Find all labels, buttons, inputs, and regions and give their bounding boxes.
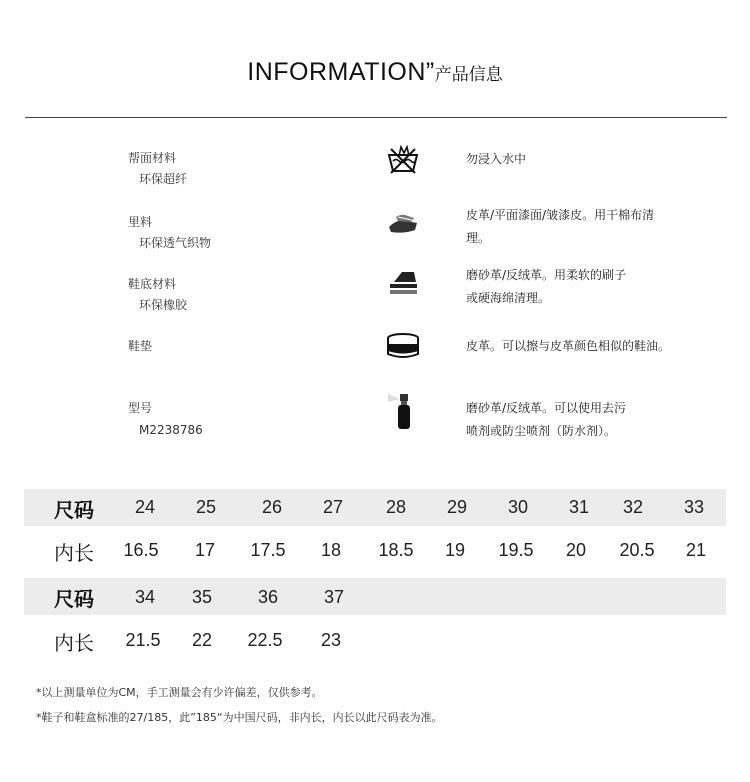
- care-text-polish: 皮革。可以擦与皮革颜色相似的鞋油。: [466, 339, 671, 353]
- size-cell: 34: [134, 587, 156, 607]
- length-cell: 18: [320, 540, 342, 560]
- size-row-label: 尺码: [54, 587, 94, 611]
- spec-label-lining: 里料: [128, 215, 153, 229]
- length-cell: 22: [191, 630, 213, 650]
- footnote-measurement: *以上测量单位为CM，手工测量会有少许偏差，仅供参考。: [36, 686, 323, 699]
- title-chinese: 产品信息: [434, 65, 503, 85]
- size-cell: 29: [446, 497, 468, 517]
- length-cell: 17.5: [250, 540, 286, 560]
- length-cell: 21.5: [125, 630, 161, 650]
- length-cell: 23: [320, 630, 342, 650]
- length-cell: 22.5: [247, 630, 283, 650]
- spec-label-sole: 鞋底材料: [128, 277, 177, 291]
- size-cell: 35: [191, 587, 213, 607]
- length-cell: 19: [444, 540, 466, 560]
- care-text-cloth: 皮革/平面漆面/皱漆皮。用干棉布清 理。: [466, 208, 655, 245]
- care-text-spray: 磨砂革/反绒革。可以使用去污 喷剂或防尘喷剂（防水剂）。: [466, 401, 627, 438]
- footnote-size-standard: *鞋子和鞋盒标准的27/185，此”185“为中国尺码，非内长，内长以此尺码表为准。: [36, 711, 443, 724]
- length-cell: 20.5: [619, 540, 655, 560]
- header-divider: [25, 117, 727, 118]
- spec-label-upper: 帮面材料: [128, 151, 177, 165]
- length-cell: 20: [565, 540, 587, 560]
- length-cell: 18.5: [378, 540, 414, 560]
- do-not-soak-icon: [386, 143, 420, 177]
- size-cell: 33: [683, 497, 705, 517]
- spec-value-lining: 环保透气织物: [139, 236, 212, 250]
- size-cell: 24: [134, 497, 156, 517]
- spray-can-icon: [386, 390, 420, 430]
- size-cell: 26: [261, 497, 283, 517]
- length-row-label: 内长: [54, 631, 94, 655]
- size-cell: 36: [257, 587, 279, 607]
- size-cell: 31: [568, 497, 590, 517]
- length-cell: 17: [194, 540, 216, 560]
- care-text-soak: 勿浸入水中: [466, 152, 527, 166]
- size-row-label: 尺码: [54, 498, 94, 522]
- spec-value-upper: 环保超纤: [139, 172, 188, 186]
- length-row-label: 内长: [54, 541, 94, 565]
- size-cell: 25: [195, 497, 217, 517]
- shoe-polish-tin-icon: [386, 329, 420, 363]
- spec-label-insole: 鞋垫: [128, 339, 153, 353]
- spec-value-model: M2238786: [139, 423, 203, 437]
- brush-icon: [386, 266, 420, 300]
- length-cell: 21: [685, 540, 707, 560]
- size-cell: 27: [322, 497, 344, 517]
- care-text-brush: 磨砂革/反绒革。用柔软的刷子 或硬海绵清理。: [466, 268, 627, 305]
- length-cell: 16.5: [123, 540, 159, 560]
- size-cell: 28: [385, 497, 407, 517]
- title-english: INFORMATION”: [247, 58, 435, 86]
- size-cell: 30: [507, 497, 529, 517]
- page-title: [0, 58, 750, 87]
- spec-label-model: 型号: [128, 401, 153, 415]
- spec-value-sole: 环保橡胶: [139, 298, 188, 312]
- length-cell: 19.5: [498, 540, 534, 560]
- size-cell: 32: [622, 497, 644, 517]
- size-cell: 37: [323, 587, 345, 607]
- cloth-wipe-icon: [386, 205, 420, 239]
